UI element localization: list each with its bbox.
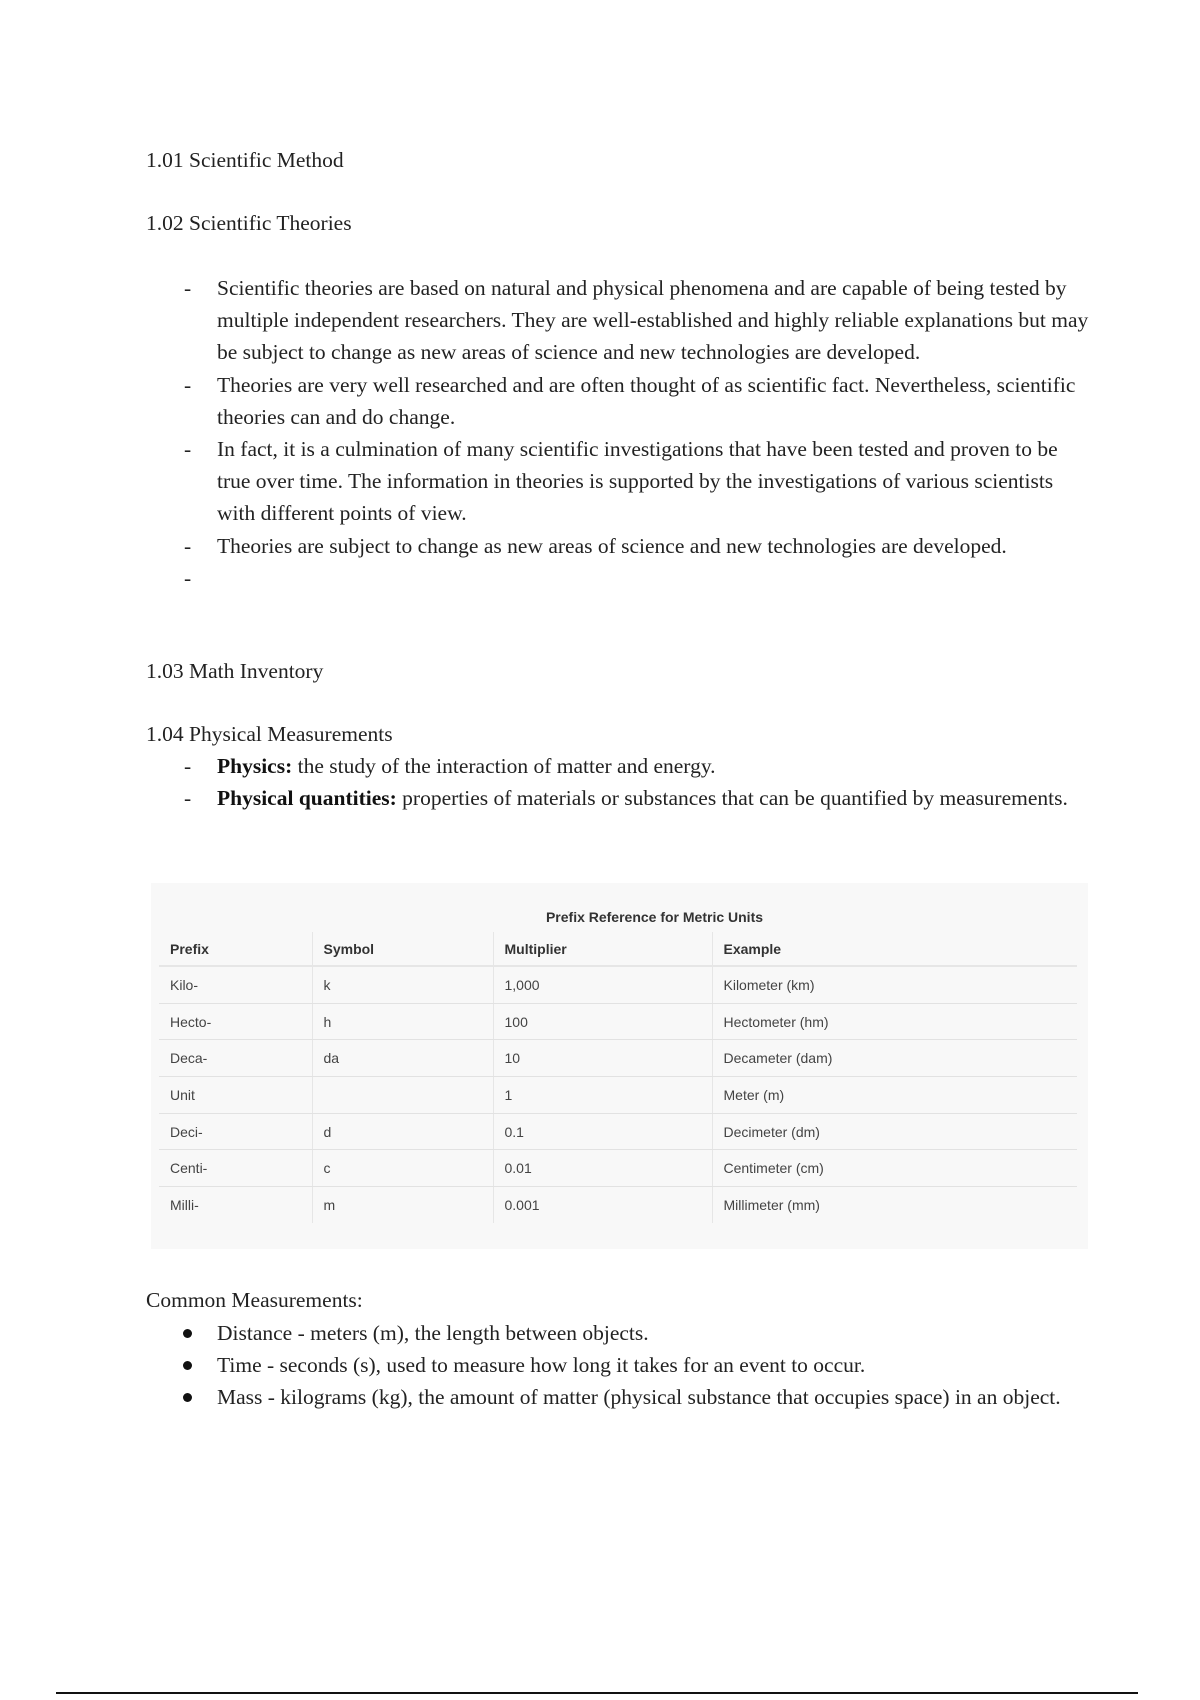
list-item <box>146 433 1096 530</box>
heading-math-inventory: 1.03 Math Inventory <box>146 659 324 683</box>
list-item <box>146 1349 1096 1381</box>
prefix-table-image <box>151 883 1088 1249</box>
theories-list <box>146 272 1096 594</box>
dash-marker: - <box>184 437 192 462</box>
table-cell: 10 <box>493 1040 712 1077</box>
table-cell: Unit <box>159 1077 312 1114</box>
column-header: Example <box>712 932 1077 966</box>
table-cell: Centimeter (cm) <box>712 1150 1077 1187</box>
table-cell: Hecto- <box>159 1003 312 1040</box>
table-cell: Millimeter (mm) <box>712 1187 1077 1223</box>
prefix-table <box>159 932 1077 1223</box>
list-item-text: Mass - kilograms (kg), the amount of matter (physical substance that occupies space) in an object. <box>217 1385 1061 1410</box>
table-row <box>159 1187 1077 1223</box>
table-cell: 0.001 <box>493 1187 712 1223</box>
list-item <box>146 530 1096 562</box>
definition: properties of materials or substances that can be quantified by measurements. <box>396 786 1068 811</box>
table-cell: Kilometer (km) <box>712 966 1077 1003</box>
term: Physical quantities: <box>217 786 397 811</box>
page-bottom-rule <box>56 1692 1138 1694</box>
list-item-text: Time - seconds (s), used to measure how long it takes for an event to occur. <box>217 1353 866 1378</box>
table-cell: c <box>312 1150 493 1187</box>
list-item-text: Distance - meters (m), the length between objects. <box>217 1321 649 1345</box>
heading-physical-measurements: 1.04 Physical Measurements <box>146 722 393 746</box>
definitions-list <box>146 750 1096 814</box>
table-cell: Deci- <box>159 1113 312 1150</box>
bullet-icon <box>183 1361 192 1370</box>
table-cell: Deca- <box>159 1040 312 1077</box>
table-cell: Milli- <box>170 1196 199 1213</box>
list-item <box>146 272 1096 369</box>
common-measurements-list <box>146 1317 1096 1414</box>
table-row <box>159 1150 1077 1187</box>
table-title: Prefix Reference for Metric Units <box>545 909 764 925</box>
table-cell: da <box>312 1040 493 1077</box>
term: Physics: <box>217 754 293 778</box>
definition: the study of the interaction of matter and energy. <box>292 754 716 778</box>
list-item <box>146 1381 1096 1413</box>
list-item <box>146 782 1096 814</box>
table-cell: 0.01 <box>493 1150 712 1187</box>
dash-marker: - <box>184 276 192 300</box>
bullet-icon <box>183 1329 192 1338</box>
table-cell: Kilo- <box>159 966 312 1003</box>
list-item <box>146 369 1096 433</box>
table-cell: Hectometer (hm) <box>712 1003 1077 1040</box>
table-cell: 100 <box>493 1003 712 1040</box>
table-cell: 1,000 <box>493 966 712 1003</box>
heading-scientific-theories: 1.02 Scientific Theories <box>146 211 352 235</box>
table-cell: m <box>312 1187 493 1223</box>
column-header: Prefix <box>159 932 312 966</box>
table-cell: Decameter (dam) <box>712 1040 1077 1077</box>
table-cell: h <box>312 1003 493 1040</box>
list-item-empty <box>146 562 1096 594</box>
dash-marker: - <box>184 533 192 558</box>
list-item-text: Theories are very well researched and are often thought of as scientific fact. Nevertheless, scientific theories can and do change. <box>217 372 1076 429</box>
table-row <box>159 1113 1077 1150</box>
table-row <box>159 966 1077 1003</box>
list-item-text: Scientific theories are based on natural and physical phenomena and are capable of being tested by multiple independent researchers. They are well-established and highly reliable explanations but may be subject to change as new areas of science and new technologies are developed. <box>217 276 1089 365</box>
table-row <box>159 1003 1077 1040</box>
table-cell: Decimeter (dm) <box>712 1113 1077 1150</box>
table-cell <box>312 1077 493 1114</box>
list-item <box>146 1317 1096 1349</box>
column-header: Symbol <box>312 932 493 966</box>
table-header-row <box>159 932 1077 966</box>
dash-marker: - <box>184 786 192 811</box>
bullet-icon <box>183 1393 192 1402</box>
dash-marker: - <box>184 754 192 778</box>
list-item-text: Theories are subject to change as new areas of science and new technologies are developed. <box>217 533 1007 558</box>
table-cell: 1 <box>493 1077 712 1114</box>
dash-marker: - <box>184 372 192 397</box>
common-measurements-heading: Common Measurements: <box>146 1288 363 1312</box>
table-cell: k <box>312 966 493 1003</box>
table-row <box>159 1077 1077 1114</box>
list-item-text: In fact, it is a culmination of many scientific investigations that have been tested and proven to be true over time. The information in theories is supported by the investigations of various scientists with different points of view. <box>217 437 1058 526</box>
column-header: Multiplier <box>493 932 712 966</box>
dash-marker: - <box>184 565 192 590</box>
table-cell: Centi- <box>159 1150 312 1187</box>
heading-scientific-method: 1.01 Scientific Method <box>146 148 344 172</box>
table-row <box>159 1040 1077 1077</box>
list-item <box>146 750 1096 782</box>
table-cell: d <box>312 1113 493 1150</box>
table-cell: 0.1 <box>493 1113 712 1150</box>
table-cell: Meter (m) <box>712 1077 1077 1114</box>
